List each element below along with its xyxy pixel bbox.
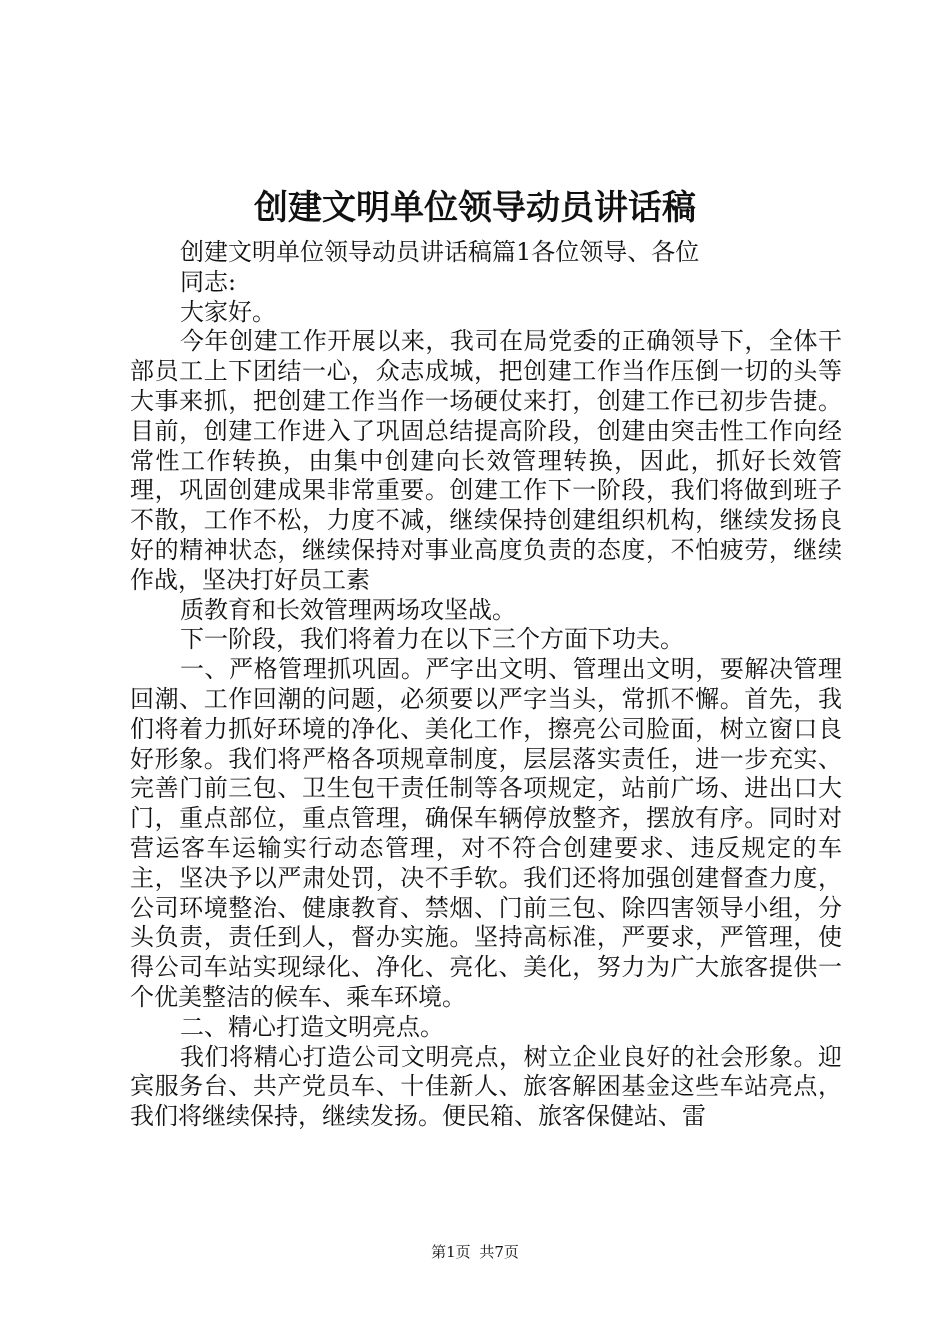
paragraph-section-two: 我们将精心打造公司文明亮点，树立企业良好的社会形象。迎宾服务台、共产党员车、十佳新人、旅客解困基金这些车站亮点，我们将继续保持，继续发扬。便民箱、旅客保健站、雷 (130, 1042, 842, 1131)
paragraph-opening: 创建文明单位领导动员讲话稿篇1各位领导、各位 (180, 238, 700, 266)
page-total: 共7页 (479, 1243, 519, 1261)
paragraph-salutation: 同志: (180, 267, 237, 296)
page-footer (0, 1242, 950, 1262)
paragraph-next-stage: 下一阶段，我们将着力在以下三个方面下功夫。 (180, 625, 684, 654)
document-body (130, 238, 842, 1132)
paragraph-section-two-heading: 二、精心打造文明亮点。 (180, 1012, 444, 1041)
paragraph-greeting: 大家好。 (180, 297, 276, 326)
page-number: 第1页 (431, 1243, 471, 1261)
document-title: 创建文明单位领导动员讲话稿 (254, 188, 696, 228)
paragraph-intro-continued: 质教育和长效管理两场攻坚战。 (180, 595, 516, 624)
paragraph-intro: 今年创建工作开展以来，我司在局党委的正确领导下，全体干部员工上下团结一心，众志成城，把创建工作当作压倒一切的头等大事来抓，把创建工作当作一场硬仗来打，创建工作已初步告捷。目前，创建工作进入了巩固总结提高阶段，创建由突击性工作向经常性工作转换，由集中创建向长效管理转换，因此，抓好长效管理，巩固创建成果非常重要。创建工作下一阶段，我们将做到班子不散，工作不松，力度不减，继续保持创建组织机构，继续发扬良好的精神状态，继续保持对事业高度负责的态度，不怕疲劳，继续作战，坚决打好员工素 (130, 327, 842, 594)
paragraph-section-one: 一、严格管理抓巩固。严字出文明、管理出文明，要解决管理回潮、工作回潮的问题，必须要以严字当头，常抓不懈。首先，我们将着力抓好环境的净化、美化工作，擦亮公司脸面，树立窗口良好形象。我们将严格各项规章制度，层层落实责任，进一步充实、完善门前三包、卫生包干责任制等各项规定，站前广场、进出口大门，重点部位，重点管理，确保车辆停放整齐，摆放有序。同时对营运客车运输实行动态管理，对不符合创建要求、违反规定的车主，坚决予以严肃处罚，决不手软。我们还将加强创建督查力度，公司环境整治、健康教育、禁烟、门前三包、除四害领导小组，分头负责，责任到人，督办实施。坚持高标准，严要求，严管理，使得公司车站实现绿化、净化、亮化、美化，努力为广大旅客提供一个优美整洁的候车、乘车环境。 (130, 655, 842, 1011)
